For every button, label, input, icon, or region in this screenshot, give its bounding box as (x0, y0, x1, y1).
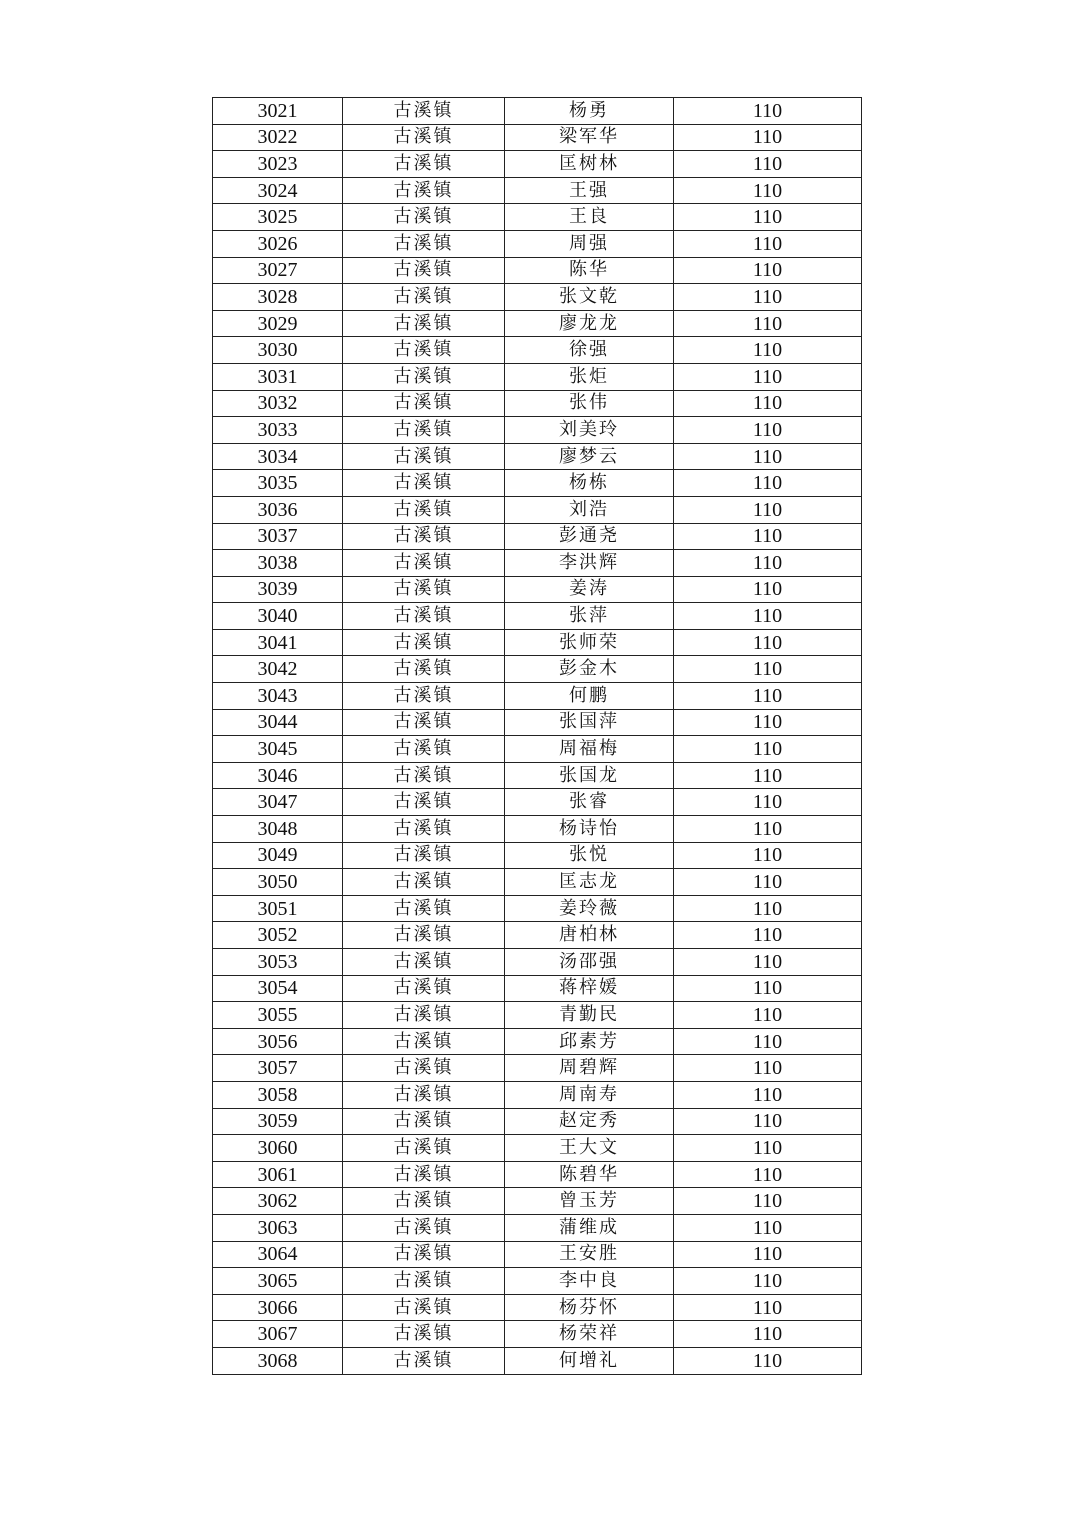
serial-number-cell: 3062 (213, 1188, 343, 1215)
name-cell: 何鹏 (505, 683, 674, 710)
serial-number-cell: 3058 (213, 1081, 343, 1108)
town-cell: 古溪镇 (343, 363, 505, 390)
table-row (213, 177, 862, 204)
table-row (213, 1135, 862, 1162)
name-cell: 张国萍 (505, 709, 674, 736)
name-cell: 赵定秀 (505, 1108, 674, 1135)
amount-cell: 110 (674, 1294, 862, 1321)
amount-cell: 110 (674, 1135, 862, 1162)
serial-number-cell: 3025 (213, 204, 343, 231)
town-cell: 古溪镇 (343, 1002, 505, 1029)
town-cell: 古溪镇 (343, 443, 505, 470)
name-cell: 姜涛 (505, 576, 674, 603)
table-row (213, 922, 862, 949)
name-cell: 李中良 (505, 1268, 674, 1295)
amount-cell: 110 (674, 869, 862, 896)
name-cell: 张炬 (505, 363, 674, 390)
amount-cell: 110 (674, 523, 862, 550)
table-row (213, 1188, 862, 1215)
amount-cell: 110 (674, 1055, 862, 1082)
amount-cell: 110 (674, 1161, 862, 1188)
name-cell: 姜玲薇 (505, 895, 674, 922)
town-cell: 古溪镇 (343, 709, 505, 736)
name-cell: 张师荣 (505, 629, 674, 656)
table-row (213, 709, 862, 736)
serial-number-cell: 3038 (213, 550, 343, 577)
serial-number-cell: 3044 (213, 709, 343, 736)
town-cell: 古溪镇 (343, 1135, 505, 1162)
serial-number-cell: 3040 (213, 603, 343, 630)
table-row (213, 124, 862, 151)
town-cell: 古溪镇 (343, 603, 505, 630)
name-cell: 王强 (505, 177, 674, 204)
town-cell: 古溪镇 (343, 390, 505, 417)
table-row (213, 816, 862, 843)
name-cell: 张国龙 (505, 762, 674, 789)
serial-number-cell: 3026 (213, 230, 343, 257)
town-cell: 古溪镇 (343, 470, 505, 497)
serial-number-cell: 3067 (213, 1321, 343, 1348)
town-cell: 古溪镇 (343, 98, 505, 125)
name-cell: 杨诗怡 (505, 816, 674, 843)
amount-cell: 110 (674, 656, 862, 683)
table-row (213, 1214, 862, 1241)
town-cell: 古溪镇 (343, 177, 505, 204)
name-cell: 彭通尧 (505, 523, 674, 550)
amount-cell: 110 (674, 895, 862, 922)
town-cell: 古溪镇 (343, 257, 505, 284)
amount-cell: 110 (674, 257, 862, 284)
name-cell: 廖梦云 (505, 443, 674, 470)
name-cell: 王良 (505, 204, 674, 231)
serial-number-cell: 3054 (213, 975, 343, 1002)
amount-cell: 110 (674, 1028, 862, 1055)
name-cell: 杨勇 (505, 98, 674, 125)
name-cell: 何增礼 (505, 1347, 674, 1374)
name-cell: 唐柏林 (505, 922, 674, 949)
serial-number-cell: 3046 (213, 762, 343, 789)
amount-cell: 110 (674, 922, 862, 949)
name-cell: 廖龙龙 (505, 310, 674, 337)
serial-number-cell: 3029 (213, 310, 343, 337)
table-row (213, 1321, 862, 1348)
town-cell: 古溪镇 (343, 1347, 505, 1374)
table-row (213, 417, 862, 444)
serial-number-cell: 3050 (213, 869, 343, 896)
name-cell: 刘美玲 (505, 417, 674, 444)
amount-cell: 110 (674, 1321, 862, 1348)
serial-number-cell: 3036 (213, 496, 343, 523)
table-row (213, 603, 862, 630)
name-cell: 张文乾 (505, 284, 674, 311)
table-row (213, 576, 862, 603)
table-row (213, 1108, 862, 1135)
amount-cell: 110 (674, 975, 862, 1002)
roster-table-body (213, 98, 862, 1375)
serial-number-cell: 3056 (213, 1028, 343, 1055)
name-cell: 陈碧华 (505, 1161, 674, 1188)
amount-cell: 110 (674, 1081, 862, 1108)
amount-cell: 110 (674, 709, 862, 736)
serial-number-cell: 3052 (213, 922, 343, 949)
serial-number-cell: 3032 (213, 390, 343, 417)
town-cell: 古溪镇 (343, 1268, 505, 1295)
table-row (213, 1028, 862, 1055)
table-row (213, 683, 862, 710)
name-cell: 杨荣祥 (505, 1321, 674, 1348)
town-cell: 古溪镇 (343, 789, 505, 816)
table-row (213, 204, 862, 231)
table-row (213, 975, 862, 1002)
name-cell: 杨芬怀 (505, 1294, 674, 1321)
amount-cell: 110 (674, 736, 862, 763)
amount-cell: 110 (674, 230, 862, 257)
town-cell: 古溪镇 (343, 1214, 505, 1241)
name-cell: 王安胜 (505, 1241, 674, 1268)
serial-number-cell: 3065 (213, 1268, 343, 1295)
serial-number-cell: 3033 (213, 417, 343, 444)
amount-cell: 110 (674, 337, 862, 364)
amount-cell: 110 (674, 98, 862, 125)
town-cell: 古溪镇 (343, 230, 505, 257)
town-cell: 古溪镇 (343, 736, 505, 763)
town-cell: 古溪镇 (343, 1321, 505, 1348)
town-cell: 古溪镇 (343, 576, 505, 603)
serial-number-cell: 3068 (213, 1347, 343, 1374)
town-cell: 古溪镇 (343, 629, 505, 656)
name-cell: 张萍 (505, 603, 674, 630)
town-cell: 古溪镇 (343, 523, 505, 550)
serial-number-cell: 3022 (213, 124, 343, 151)
serial-number-cell: 3055 (213, 1002, 343, 1029)
amount-cell: 110 (674, 1241, 862, 1268)
amount-cell: 110 (674, 1268, 862, 1295)
town-cell: 古溪镇 (343, 284, 505, 311)
amount-cell: 110 (674, 1188, 862, 1215)
serial-number-cell: 3060 (213, 1135, 343, 1162)
table-row (213, 629, 862, 656)
roster-table (212, 97, 862, 1375)
town-cell: 古溪镇 (343, 1241, 505, 1268)
serial-number-cell: 3066 (213, 1294, 343, 1321)
town-cell: 古溪镇 (343, 151, 505, 178)
amount-cell: 110 (674, 949, 862, 976)
serial-number-cell: 3030 (213, 337, 343, 364)
table-row (213, 1347, 862, 1374)
name-cell: 匡树林 (505, 151, 674, 178)
serial-number-cell: 3039 (213, 576, 343, 603)
amount-cell: 110 (674, 390, 862, 417)
amount-cell: 110 (674, 1214, 862, 1241)
serial-number-cell: 3034 (213, 443, 343, 470)
name-cell: 杨栋 (505, 470, 674, 497)
name-cell: 青勤民 (505, 1002, 674, 1029)
town-cell: 古溪镇 (343, 1108, 505, 1135)
name-cell: 张悦 (505, 842, 674, 869)
serial-number-cell: 3027 (213, 257, 343, 284)
name-cell: 周福梅 (505, 736, 674, 763)
town-cell: 古溪镇 (343, 1055, 505, 1082)
town-cell: 古溪镇 (343, 895, 505, 922)
amount-cell: 110 (674, 124, 862, 151)
town-cell: 古溪镇 (343, 310, 505, 337)
name-cell: 李洪辉 (505, 550, 674, 577)
name-cell: 周南寿 (505, 1081, 674, 1108)
town-cell: 古溪镇 (343, 869, 505, 896)
serial-number-cell: 3042 (213, 656, 343, 683)
table-row (213, 550, 862, 577)
name-cell: 邱素芳 (505, 1028, 674, 1055)
table-row (213, 284, 862, 311)
amount-cell: 110 (674, 443, 862, 470)
town-cell: 古溪镇 (343, 1188, 505, 1215)
table-row (213, 496, 862, 523)
name-cell: 蒋梓媛 (505, 975, 674, 1002)
amount-cell: 110 (674, 363, 862, 390)
town-cell: 古溪镇 (343, 842, 505, 869)
table-row (213, 1241, 862, 1268)
table-row (213, 1002, 862, 1029)
amount-cell: 110 (674, 842, 862, 869)
table-row (213, 1081, 862, 1108)
amount-cell: 110 (674, 1002, 862, 1029)
table-row (213, 949, 862, 976)
town-cell: 古溪镇 (343, 550, 505, 577)
serial-number-cell: 3064 (213, 1241, 343, 1268)
name-cell: 张伟 (505, 390, 674, 417)
table-row (213, 337, 862, 364)
town-cell: 古溪镇 (343, 124, 505, 151)
amount-cell: 110 (674, 177, 862, 204)
amount-cell: 110 (674, 470, 862, 497)
serial-number-cell: 3043 (213, 683, 343, 710)
amount-cell: 110 (674, 151, 862, 178)
table-row (213, 443, 862, 470)
serial-number-cell: 3063 (213, 1214, 343, 1241)
table-row (213, 1268, 862, 1295)
table-row (213, 895, 862, 922)
table-row (213, 869, 862, 896)
serial-number-cell: 3045 (213, 736, 343, 763)
name-cell: 刘浩 (505, 496, 674, 523)
table-row (213, 470, 862, 497)
amount-cell: 110 (674, 576, 862, 603)
town-cell: 古溪镇 (343, 762, 505, 789)
town-cell: 古溪镇 (343, 1294, 505, 1321)
name-cell: 曾玉芳 (505, 1188, 674, 1215)
serial-number-cell: 3053 (213, 949, 343, 976)
amount-cell: 110 (674, 1347, 862, 1374)
table-row (213, 523, 862, 550)
serial-number-cell: 3051 (213, 895, 343, 922)
amount-cell: 110 (674, 550, 862, 577)
amount-cell: 110 (674, 683, 862, 710)
serial-number-cell: 3031 (213, 363, 343, 390)
table-row (213, 656, 862, 683)
town-cell: 古溪镇 (343, 1081, 505, 1108)
town-cell: 古溪镇 (343, 949, 505, 976)
serial-number-cell: 3037 (213, 523, 343, 550)
table-row (213, 789, 862, 816)
table-row (213, 842, 862, 869)
amount-cell: 110 (674, 1108, 862, 1135)
serial-number-cell: 3061 (213, 1161, 343, 1188)
table-row (213, 762, 862, 789)
name-cell: 梁军华 (505, 124, 674, 151)
amount-cell: 110 (674, 284, 862, 311)
name-cell: 汤邵强 (505, 949, 674, 976)
town-cell: 古溪镇 (343, 417, 505, 444)
table-row (213, 736, 862, 763)
amount-cell: 110 (674, 816, 862, 843)
table-row (213, 230, 862, 257)
serial-number-cell: 3057 (213, 1055, 343, 1082)
serial-number-cell: 3024 (213, 177, 343, 204)
amount-cell: 110 (674, 603, 862, 630)
table-row (213, 390, 862, 417)
serial-number-cell: 3049 (213, 842, 343, 869)
name-cell: 陈华 (505, 257, 674, 284)
serial-number-cell: 3028 (213, 284, 343, 311)
table-row (213, 257, 862, 284)
amount-cell: 110 (674, 204, 862, 231)
name-cell: 王大文 (505, 1135, 674, 1162)
name-cell: 徐强 (505, 337, 674, 364)
amount-cell: 110 (674, 310, 862, 337)
town-cell: 古溪镇 (343, 1028, 505, 1055)
name-cell: 彭金木 (505, 656, 674, 683)
town-cell: 古溪镇 (343, 496, 505, 523)
name-cell: 张睿 (505, 789, 674, 816)
town-cell: 古溪镇 (343, 922, 505, 949)
town-cell: 古溪镇 (343, 1161, 505, 1188)
name-cell: 匡志龙 (505, 869, 674, 896)
town-cell: 古溪镇 (343, 816, 505, 843)
table-row (213, 1055, 862, 1082)
serial-number-cell: 3021 (213, 98, 343, 125)
amount-cell: 110 (674, 762, 862, 789)
name-cell: 蒲维成 (505, 1214, 674, 1241)
table-row (213, 98, 862, 125)
serial-number-cell: 3035 (213, 470, 343, 497)
table-row (213, 1294, 862, 1321)
table-row (213, 310, 862, 337)
town-cell: 古溪镇 (343, 337, 505, 364)
town-cell: 古溪镇 (343, 204, 505, 231)
table-row (213, 151, 862, 178)
amount-cell: 110 (674, 417, 862, 444)
amount-cell: 110 (674, 496, 862, 523)
serial-number-cell: 3059 (213, 1108, 343, 1135)
town-cell: 古溪镇 (343, 683, 505, 710)
serial-number-cell: 3048 (213, 816, 343, 843)
serial-number-cell: 3047 (213, 789, 343, 816)
town-cell: 古溪镇 (343, 656, 505, 683)
town-cell: 古溪镇 (343, 975, 505, 1002)
amount-cell: 110 (674, 629, 862, 656)
table-row (213, 1161, 862, 1188)
name-cell: 周碧辉 (505, 1055, 674, 1082)
name-cell: 周强 (505, 230, 674, 257)
table-row (213, 363, 862, 390)
serial-number-cell: 3041 (213, 629, 343, 656)
amount-cell: 110 (674, 789, 862, 816)
serial-number-cell: 3023 (213, 151, 343, 178)
